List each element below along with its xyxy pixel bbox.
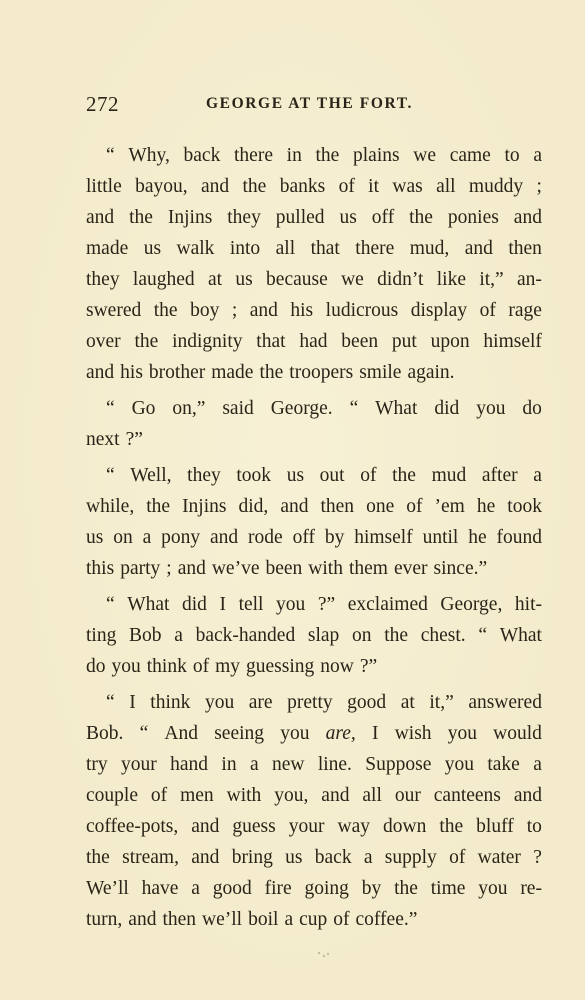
text-line: and his brother made the troopers smile again. [86, 362, 455, 383]
text-line: over the indignity that had been put upon himself [86, 331, 542, 352]
text-line: next ?” [86, 429, 143, 450]
paragraph [86, 460, 542, 584]
text-line: they laughed at us because we didn’t like it,” an- [86, 269, 542, 290]
text-line: Bob. “ And seeing you are, I wish you would [86, 723, 542, 744]
text-line: do you think of my guessing now ?” [86, 656, 378, 677]
page-header [86, 92, 542, 118]
text-line: “ Go on,” said George. “ What did you do [106, 398, 542, 419]
text-line: try your hand in a new line. Suppose you take a [86, 754, 542, 775]
text-line: We’ll have a good fire going by the time you re- [86, 878, 542, 899]
text-line: couple of men with you, and all our canteens and [86, 785, 542, 806]
text-line: us on a pony and rode off by himself until he found [86, 527, 542, 548]
text-line: “ Why, back there in the plains we came to a [106, 145, 542, 166]
text-line: coffee-pots, and guess your way down the bluff to [86, 816, 542, 837]
text-line: while, the Injins did, and then one of ’em he took [86, 496, 542, 517]
text-line: ting Bob a back-handed slap on the chest. “ What [86, 625, 542, 646]
page-number: 272 [86, 92, 119, 116]
paragraph [86, 140, 542, 388]
text-line: the stream, and bring us back a supply of water ? [86, 847, 542, 868]
text-line: “ What did I tell you ?” exclaimed George, hit- [106, 594, 542, 615]
text-line: turn, and then we’ll boil a cup of coffee.” [86, 909, 418, 930]
running-head: GEORGE AT THE FORT. [206, 95, 413, 112]
text-line: little bayou, and the banks of it was all muddy ; [86, 176, 542, 197]
paragraph [86, 393, 542, 455]
body-text [86, 140, 542, 935]
paragraph [86, 589, 542, 682]
text-line: and the Injins they pulled us off the ponies and [86, 207, 542, 228]
text-line: this party ; and we’ve been with them ever since.” [86, 558, 488, 579]
paper-speck [318, 952, 330, 960]
paragraph [86, 687, 542, 935]
text-line: made us walk into all that there mud, and then [86, 238, 542, 259]
text-line: swered the boy ; and his ludicrous display of rage [86, 300, 542, 321]
text-line: “ I think you are pretty good at it,” answered [106, 692, 542, 713]
text-line: “ Well, they took us out of the mud after a [106, 465, 542, 486]
